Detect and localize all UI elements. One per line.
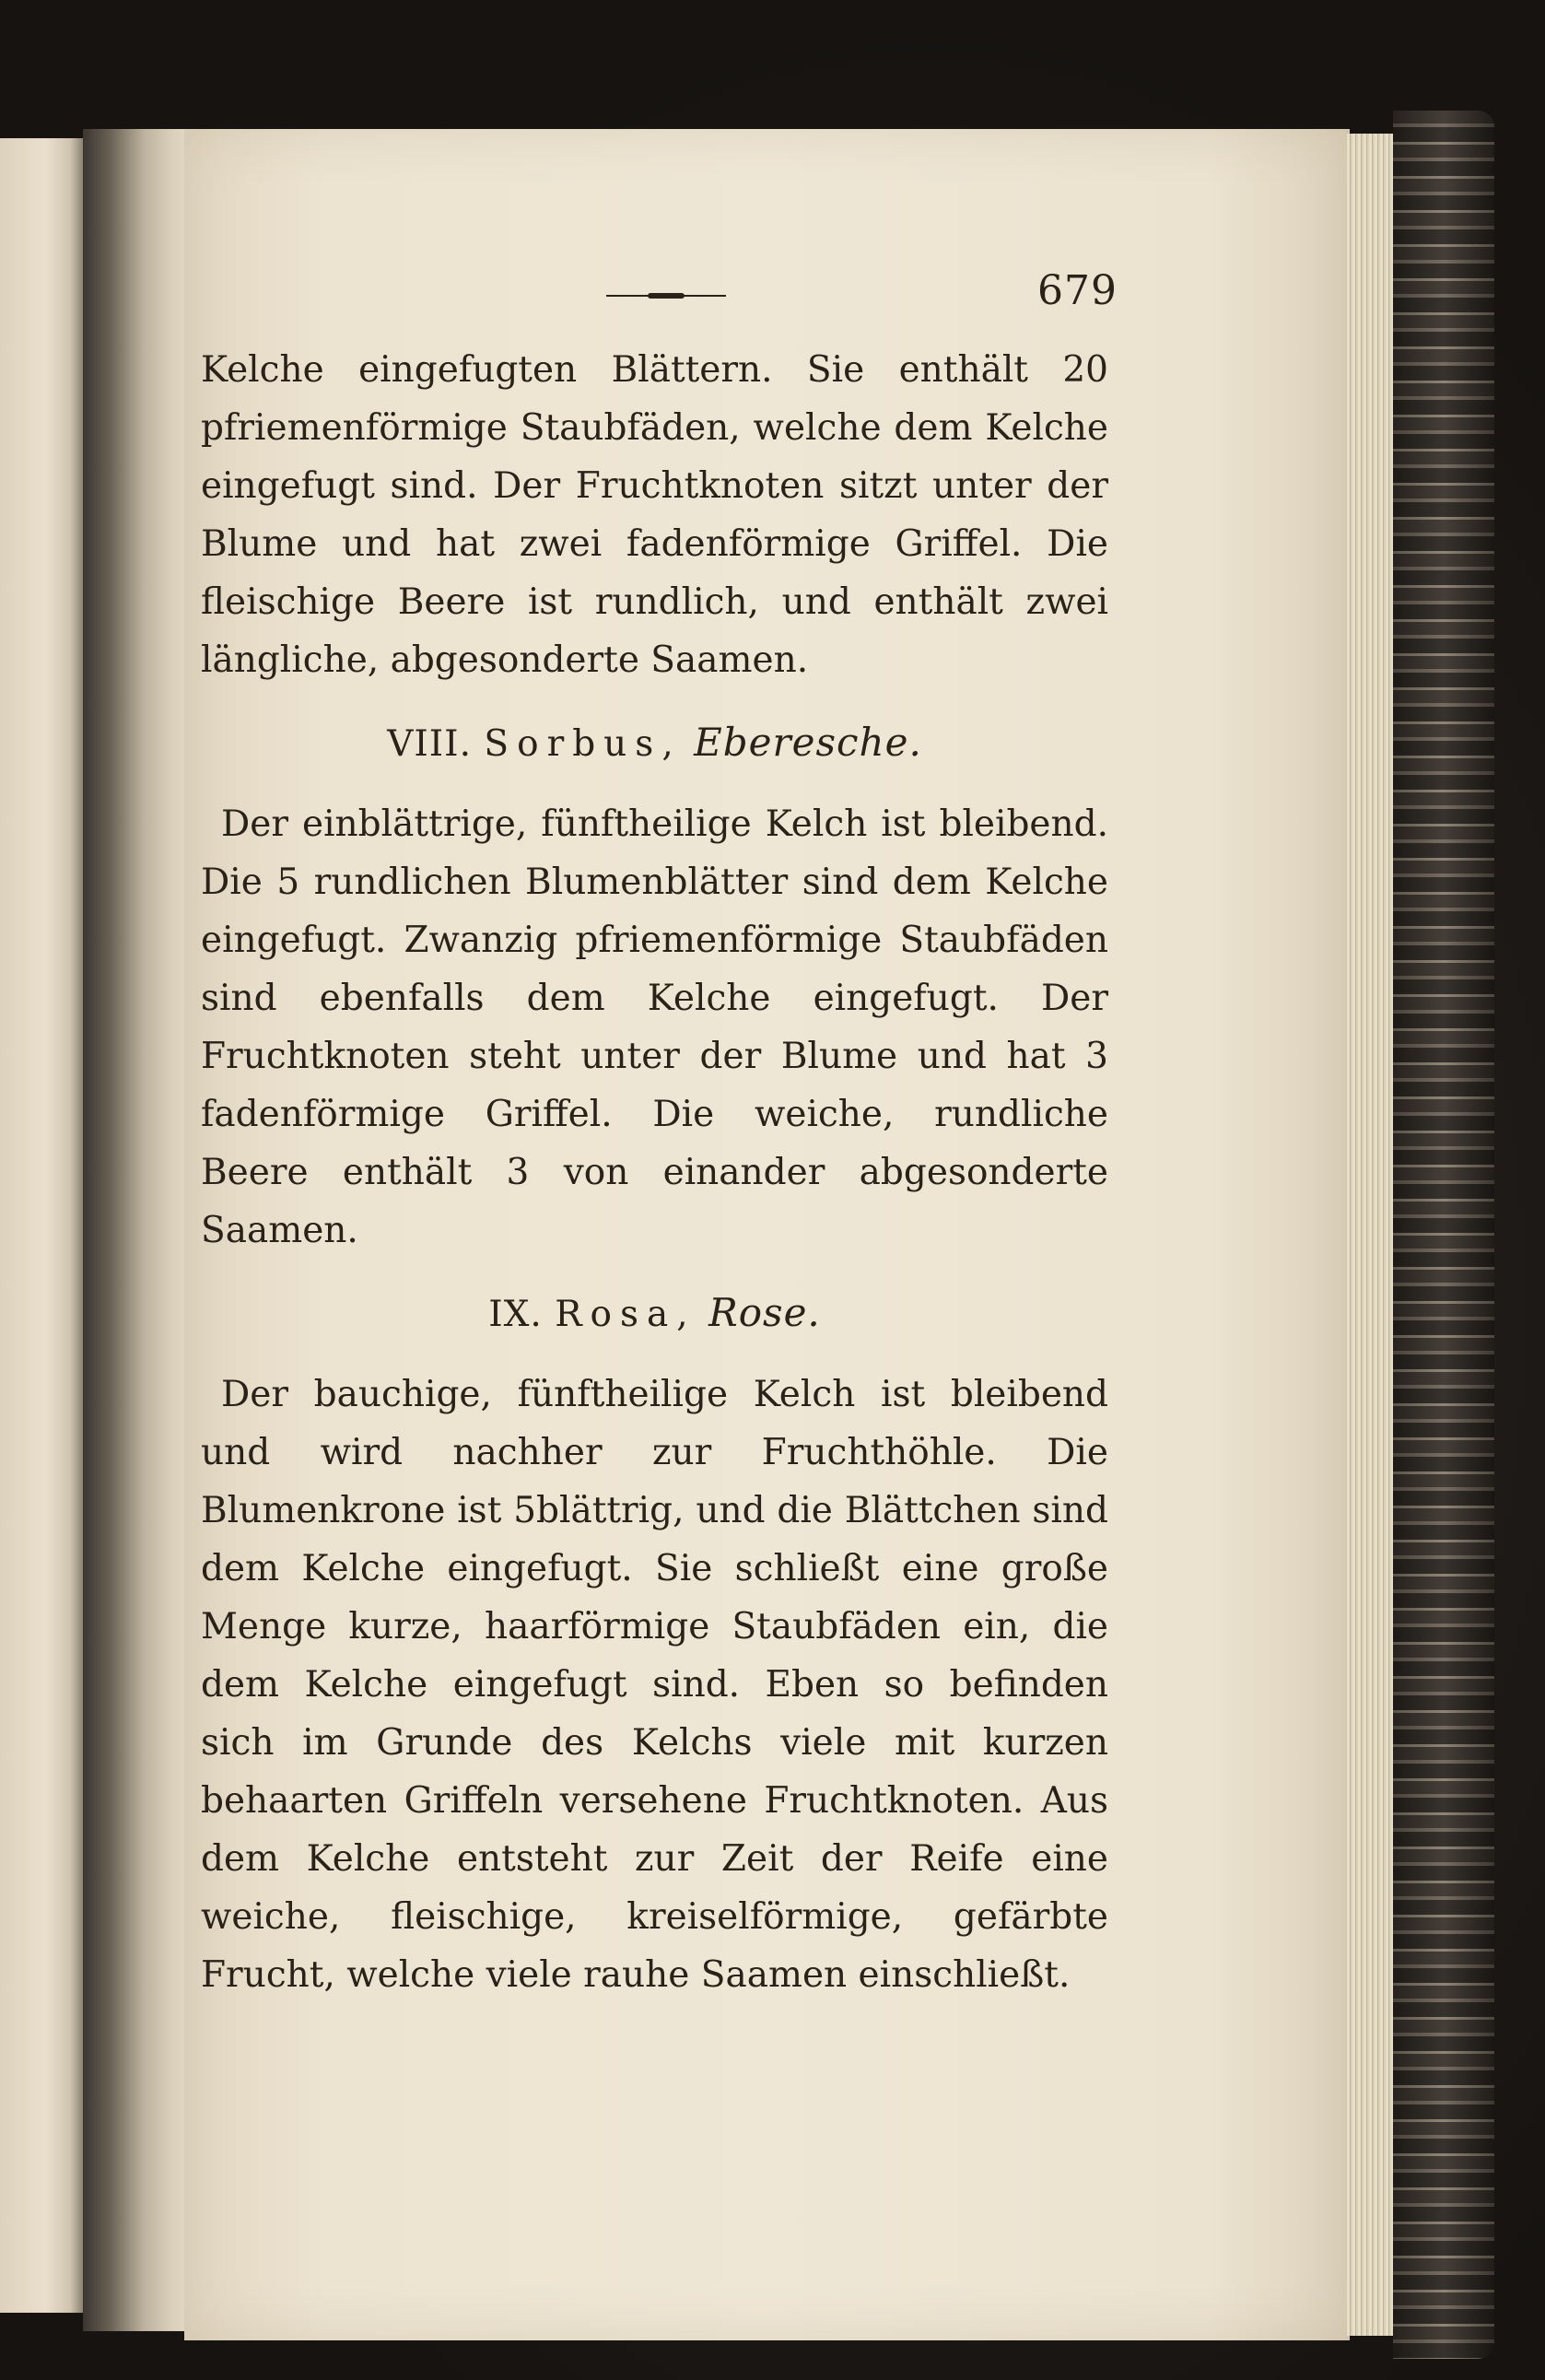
- page-number: 679: [1037, 267, 1118, 314]
- book-cover: [1393, 111, 1494, 2359]
- section-numeral: IX.: [488, 1294, 543, 1335]
- paragraph-continued: Kelche eingefugten Blättern. Sie enthält 20 pfriemenförmige Staubfäden, welche dem Kelche eingefugt sind. Der Fruchtknoten sitzt unter der Blume und hat zwei fadenförmige Griffel. Die fleischige Beere ist rundlich, und enthält zwei längliche, abgesonderte Saamen.: [201, 349, 1108, 681]
- section-heading-rosa: [201, 1284, 1108, 1343]
- section-text-rosa: Der bauchige, fünftheilige Kelch ist bleibend und wird nachher zur Fruchthöhle. Die Blumenkrone ist 5blättrig, und die Blättchen sind dem Kelche eingefugt. Sie schließt eine große Menge kurze, haarförmige Staubfäden ein, die dem Kelche eingefugt sind. Eben so befinden sich im Grunde des Kelchs viele mit kurzen behaarten Griffeln versehene Fruchtknoten. Aus dem Kelche entsteht zur Zeit der Reife eine weiche, fleischige, kreiselförmige, gefärbte Frucht, welche viele rauhe Saamen einschließt.: [201, 1374, 1108, 1996]
- section-common-name: Rose.: [708, 1290, 821, 1335]
- section-latin-name: Sorbus,: [484, 723, 682, 765]
- left-page-edge: [0, 138, 83, 2313]
- page-header: [201, 267, 1118, 341]
- section-text-sorbus: Der einblättrige, fünftheilige Kelch ist bleibend. Die 5 rundlichen Blumenblätter sind dem Kelche eingefugt. Zwanzig pfriemenförmige Staubfäden sind ebenfalls dem Kelche eingefugt. Der Fruchtknoten steht unter der Blume und hat 3 fadenförmige Griffel. Die weiche, rundliche Beere enthält 3 von einander abgesonderte Saamen.: [201, 803, 1108, 1251]
- book-gutter: [83, 129, 193, 2331]
- header-rule-ornament: [606, 293, 726, 299]
- section-common-name: Eberesche.: [694, 720, 922, 765]
- page-edges: [1347, 134, 1398, 2336]
- section-latin-name: Rosa,: [555, 1294, 696, 1335]
- page-text-block: [201, 267, 1118, 2004]
- section-heading-sorbus: [201, 713, 1108, 773]
- section-numeral: VIII.: [387, 723, 472, 765]
